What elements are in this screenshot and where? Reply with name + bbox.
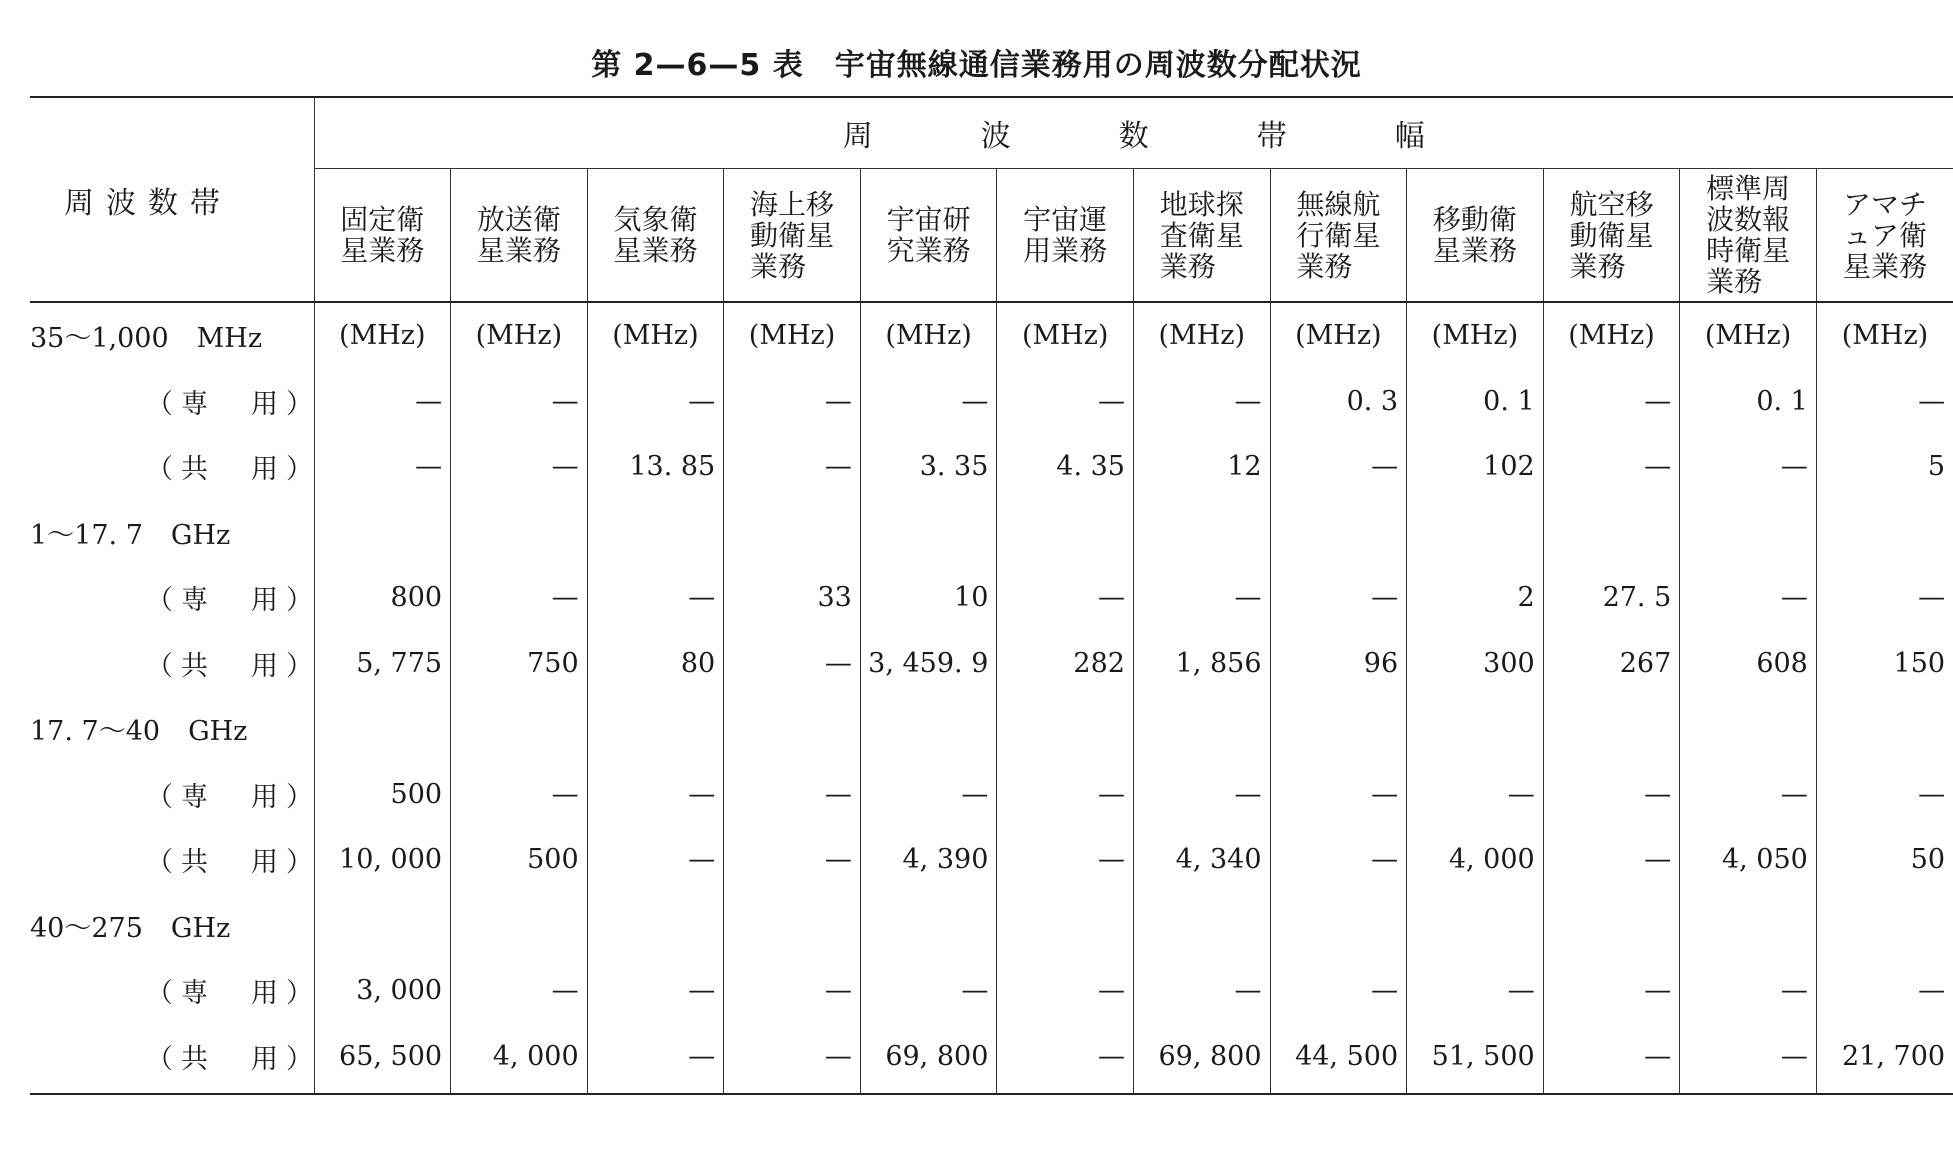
category-header-line: 動衛星 [750,218,835,252]
band-unit: GHz [188,716,248,748]
value-cell: — [1543,762,1680,828]
unit-cell: (MHz) [997,302,1134,369]
value-cell: 3. 35 [860,434,997,500]
empty-cell [1543,500,1680,566]
category-header-line: 気象衛 [613,203,698,236]
band-row [30,893,1953,959]
value-cell: — [1816,565,1953,631]
value-cell: — [1543,827,1680,893]
unit-cell: (MHz) [860,302,997,369]
value-cell: 4. 35 [997,434,1134,500]
empty-cell [451,500,588,566]
value-cell: — [415,385,443,417]
value-cell: 21, 700 [1816,1024,1953,1095]
value-cell: — [1407,762,1544,828]
category-header-line: 業務 [1159,249,1216,283]
empty-cell [997,893,1134,959]
table-row [30,369,1953,435]
category-header-line: 業務 [750,249,807,283]
table-row [30,958,1953,1024]
category-header [1680,169,1817,303]
unit-cell: (MHz) [1816,302,1953,369]
category-header-line: 行衛星 [1296,218,1381,252]
value-cell: 4, 000 [1407,827,1544,893]
band-row [30,500,1953,566]
value-cell: 102 [1407,434,1544,500]
value-cell: 96 [1270,631,1407,697]
empty-cell [1407,696,1544,762]
category-header-line: 業務 [1569,249,1626,283]
empty-cell [860,500,997,566]
category-header-line: 放送衛 [476,203,561,236]
value-cell: 50 [1816,827,1953,893]
unit-cell: (MHz) [1543,302,1680,369]
value-cell: 12 [1133,434,1270,500]
value-cell: 800 [390,582,443,614]
empty-cell [587,500,724,566]
unit-cell: (MHz) [724,302,861,369]
usage-label: （専 用） [30,762,314,828]
empty-cell [1543,696,1680,762]
value-cell: — [1680,1024,1817,1095]
category-header [451,169,588,303]
value-cell: — [860,369,997,435]
value-cell: — [1133,762,1270,828]
band-row [30,696,1953,762]
category-header-line: ュア衛 [1842,218,1927,252]
empty-cell [1680,500,1817,566]
value-cell: 282 [997,631,1134,697]
span-header-char: 波 [980,119,1011,154]
value-cell: — [724,631,861,697]
value-cell: — [997,565,1134,631]
category-header-line: 標準周 [1706,172,1791,205]
stub-header: 周波数帯 [30,97,314,302]
empty-cell [1407,893,1544,959]
value-cell: 80 [587,631,724,697]
category-header [1816,169,1953,303]
band-label [30,500,314,566]
value-cell: 69, 800 [1133,1024,1270,1095]
value-cell: — [860,958,997,1024]
value-cell: — [1270,827,1407,893]
value-cell: 3, 459. 9 [860,631,997,697]
value-cell: 10, 000 [339,844,443,876]
unit-cell: (MHz) [1133,302,1270,369]
category-header-line: 業務 [1706,265,1763,298]
empty-cell [1270,500,1407,566]
table-title: 第 2—6—5 表 宇宙無線通信業務用の周波数分配状況 [591,48,1362,83]
category-header [1543,169,1680,303]
empty-cell [451,696,588,762]
value-cell: 51, 500 [1407,1024,1544,1095]
value-cell: 5 [1816,434,1953,500]
band-unit: GHz [170,912,231,944]
table-row [30,1024,1953,1095]
category-header [997,169,1134,303]
value-cell: — [587,369,724,435]
span-header-char: 周 [842,119,873,154]
usage-label: （共 用） [30,827,314,893]
value-cell: — [451,762,588,828]
value-cell: — [451,565,588,631]
empty-cell [997,696,1134,762]
usage-label: （共 用） [30,1024,314,1095]
category-header-line: アマチ [1842,187,1927,221]
category-header-line: 宇宙運 [1023,203,1108,236]
band-row [30,302,1953,369]
value-cell: — [1407,958,1544,1024]
value-cell: 750 [451,631,588,697]
category-header-line: 動衛星 [1569,218,1654,252]
value-cell: — [997,762,1134,828]
empty-cell [1543,893,1680,959]
value-cell: — [451,434,588,500]
usage-label: （専 用） [30,369,314,435]
empty-cell [1407,500,1544,566]
value-cell: — [1543,1024,1680,1095]
empty-cell [1816,696,1953,762]
value-cell: — [860,762,997,828]
table-row [30,631,1953,697]
empty-cell [724,893,861,959]
unit-cell: (MHz) [587,302,724,369]
value-cell: — [1680,762,1817,828]
category-header-line: 移動衛 [1432,203,1517,236]
value-cell: — [1133,958,1270,1024]
table-row [30,827,1953,893]
value-cell: 0. 1 [1680,369,1817,435]
empty-cell [451,893,588,959]
bandwidth-span-header [314,97,1953,169]
empty-cell [1133,500,1270,566]
value-cell: 13. 85 [587,434,724,500]
band-range: 1〜17. 7 [30,519,143,551]
category-header [587,169,724,303]
category-header [1270,169,1407,303]
value-cell: — [451,369,588,435]
category-header-line: 海上移 [750,187,835,221]
category-header-line: 時衛星 [1706,234,1791,267]
table-row [30,762,1953,828]
category-header-line: 航空移 [1569,187,1654,221]
value-cell: — [724,434,861,500]
value-cell: 0. 3 [1270,369,1407,435]
empty-cell [314,893,451,959]
value-cell: — [1816,762,1953,828]
band-label [30,893,314,959]
value-cell: — [587,1024,724,1095]
empty-cell [860,893,997,959]
value-cell: — [587,958,724,1024]
band-unit: GHz [170,519,231,551]
value-cell: 150 [1816,631,1953,697]
usage-label: （専 用） [30,958,314,1024]
span-header-char: 幅 [1394,119,1425,154]
value-cell: — [415,451,443,483]
value-cell: — [724,827,861,893]
span-header-char: 数 [1118,119,1149,154]
value-cell: — [1680,434,1817,500]
empty-cell [724,500,861,566]
value-cell: 4, 000 [451,1024,588,1095]
unit-cell: (MHz) [451,302,588,369]
value-cell: — [451,958,588,1024]
empty-cell [314,500,451,566]
frequency-allocation-table [30,96,1953,1095]
category-header [1407,169,1544,303]
band-label [30,302,314,369]
value-cell: — [587,762,724,828]
value-cell: — [1133,369,1270,435]
value-cell: 10 [860,565,997,631]
span-header-char: 帯 [1256,119,1287,154]
table-row [30,434,1953,500]
value-cell: 1, 856 [1133,631,1270,697]
category-header-line: 業務 [1296,249,1353,283]
value-cell: 27. 5 [1543,565,1680,631]
usage-label: （共 用） [30,434,314,500]
band-unit: MHz [196,323,263,355]
category-header-line: 星業務 [1432,234,1517,267]
value-cell: 4, 390 [860,827,997,893]
value-cell: — [724,762,861,828]
value-cell: — [724,958,861,1024]
category-header-line: 用業務 [1023,234,1108,267]
table-row [30,565,1953,631]
unit-cell: (MHz) [1680,302,1817,369]
unit-cell: (MHz) [339,320,426,352]
value-cell: — [1543,434,1680,500]
value-cell: — [724,1024,861,1095]
value-cell: 4, 340 [1133,827,1270,893]
value-cell: 33 [724,565,861,631]
category-header [314,169,451,303]
value-cell: — [724,369,861,435]
usage-label: （共 用） [30,631,314,697]
value-cell: — [1270,434,1407,500]
value-cell: 2 [1407,565,1544,631]
category-header-line: 地球探 [1159,187,1244,221]
value-cell: — [1133,565,1270,631]
empty-cell [1270,893,1407,959]
category-header-line: 星業務 [340,234,425,267]
category-header-line: 査衛星 [1159,218,1244,252]
category-header [724,169,861,303]
empty-cell [1680,696,1817,762]
category-header-line: 固定衛 [340,203,425,236]
value-cell: — [997,1024,1134,1095]
value-cell: — [587,827,724,893]
value-cell: — [997,827,1134,893]
empty-cell [724,696,861,762]
category-header [1133,169,1270,303]
value-cell: 5, 775 [356,647,443,679]
value-cell: 300 [1407,631,1544,697]
value-cell: 500 [390,778,443,810]
band-range: 40〜275 [30,912,143,944]
empty-cell [1270,696,1407,762]
empty-cell [997,500,1134,566]
value-cell: — [1270,762,1407,828]
category-header-line: 星業務 [476,234,561,267]
category-header-line: 無線航 [1296,187,1381,221]
value-cell: — [587,565,724,631]
value-cell: — [1680,958,1817,1024]
value-cell: 65, 500 [339,1040,443,1072]
value-cell: 44, 500 [1270,1024,1407,1095]
category-header-line: 宇宙研 [886,203,971,236]
category-header-line: 星業務 [1842,249,1927,283]
unit-cell: (MHz) [1407,302,1544,369]
usage-label: （専 用） [30,565,314,631]
empty-cell [1680,893,1817,959]
value-cell: 608 [1680,631,1817,697]
empty-cell [587,696,724,762]
value-cell: 0. 1 [1407,369,1544,435]
empty-cell [587,893,724,959]
value-cell: 4, 050 [1680,827,1817,893]
value-cell: 267 [1543,631,1680,697]
value-cell: — [1270,565,1407,631]
category-header [860,169,997,303]
value-cell: — [1816,369,1953,435]
empty-cell [1816,500,1953,566]
value-cell: — [1543,369,1680,435]
value-cell: — [1680,565,1817,631]
unit-cell: (MHz) [1270,302,1407,369]
value-cell: — [997,958,1134,1024]
value-cell: 3, 000 [356,975,443,1007]
value-cell: — [1543,958,1680,1024]
value-cell: — [1816,958,1953,1024]
value-cell: 69, 800 [860,1024,997,1095]
category-header-line: 波数報 [1706,203,1791,236]
empty-cell [1816,893,1953,959]
empty-cell [1133,893,1270,959]
band-range: 17. 7〜40 [30,716,161,748]
value-cell: — [1270,958,1407,1024]
band-label [30,696,314,762]
category-header-line: 星業務 [613,234,698,267]
empty-cell [860,696,997,762]
value-cell: 500 [451,827,588,893]
value-cell: — [997,369,1134,435]
empty-cell [314,696,451,762]
category-header-line: 究業務 [886,234,971,267]
empty-cell [1133,696,1270,762]
band-range: 35〜1,000 [30,323,169,355]
